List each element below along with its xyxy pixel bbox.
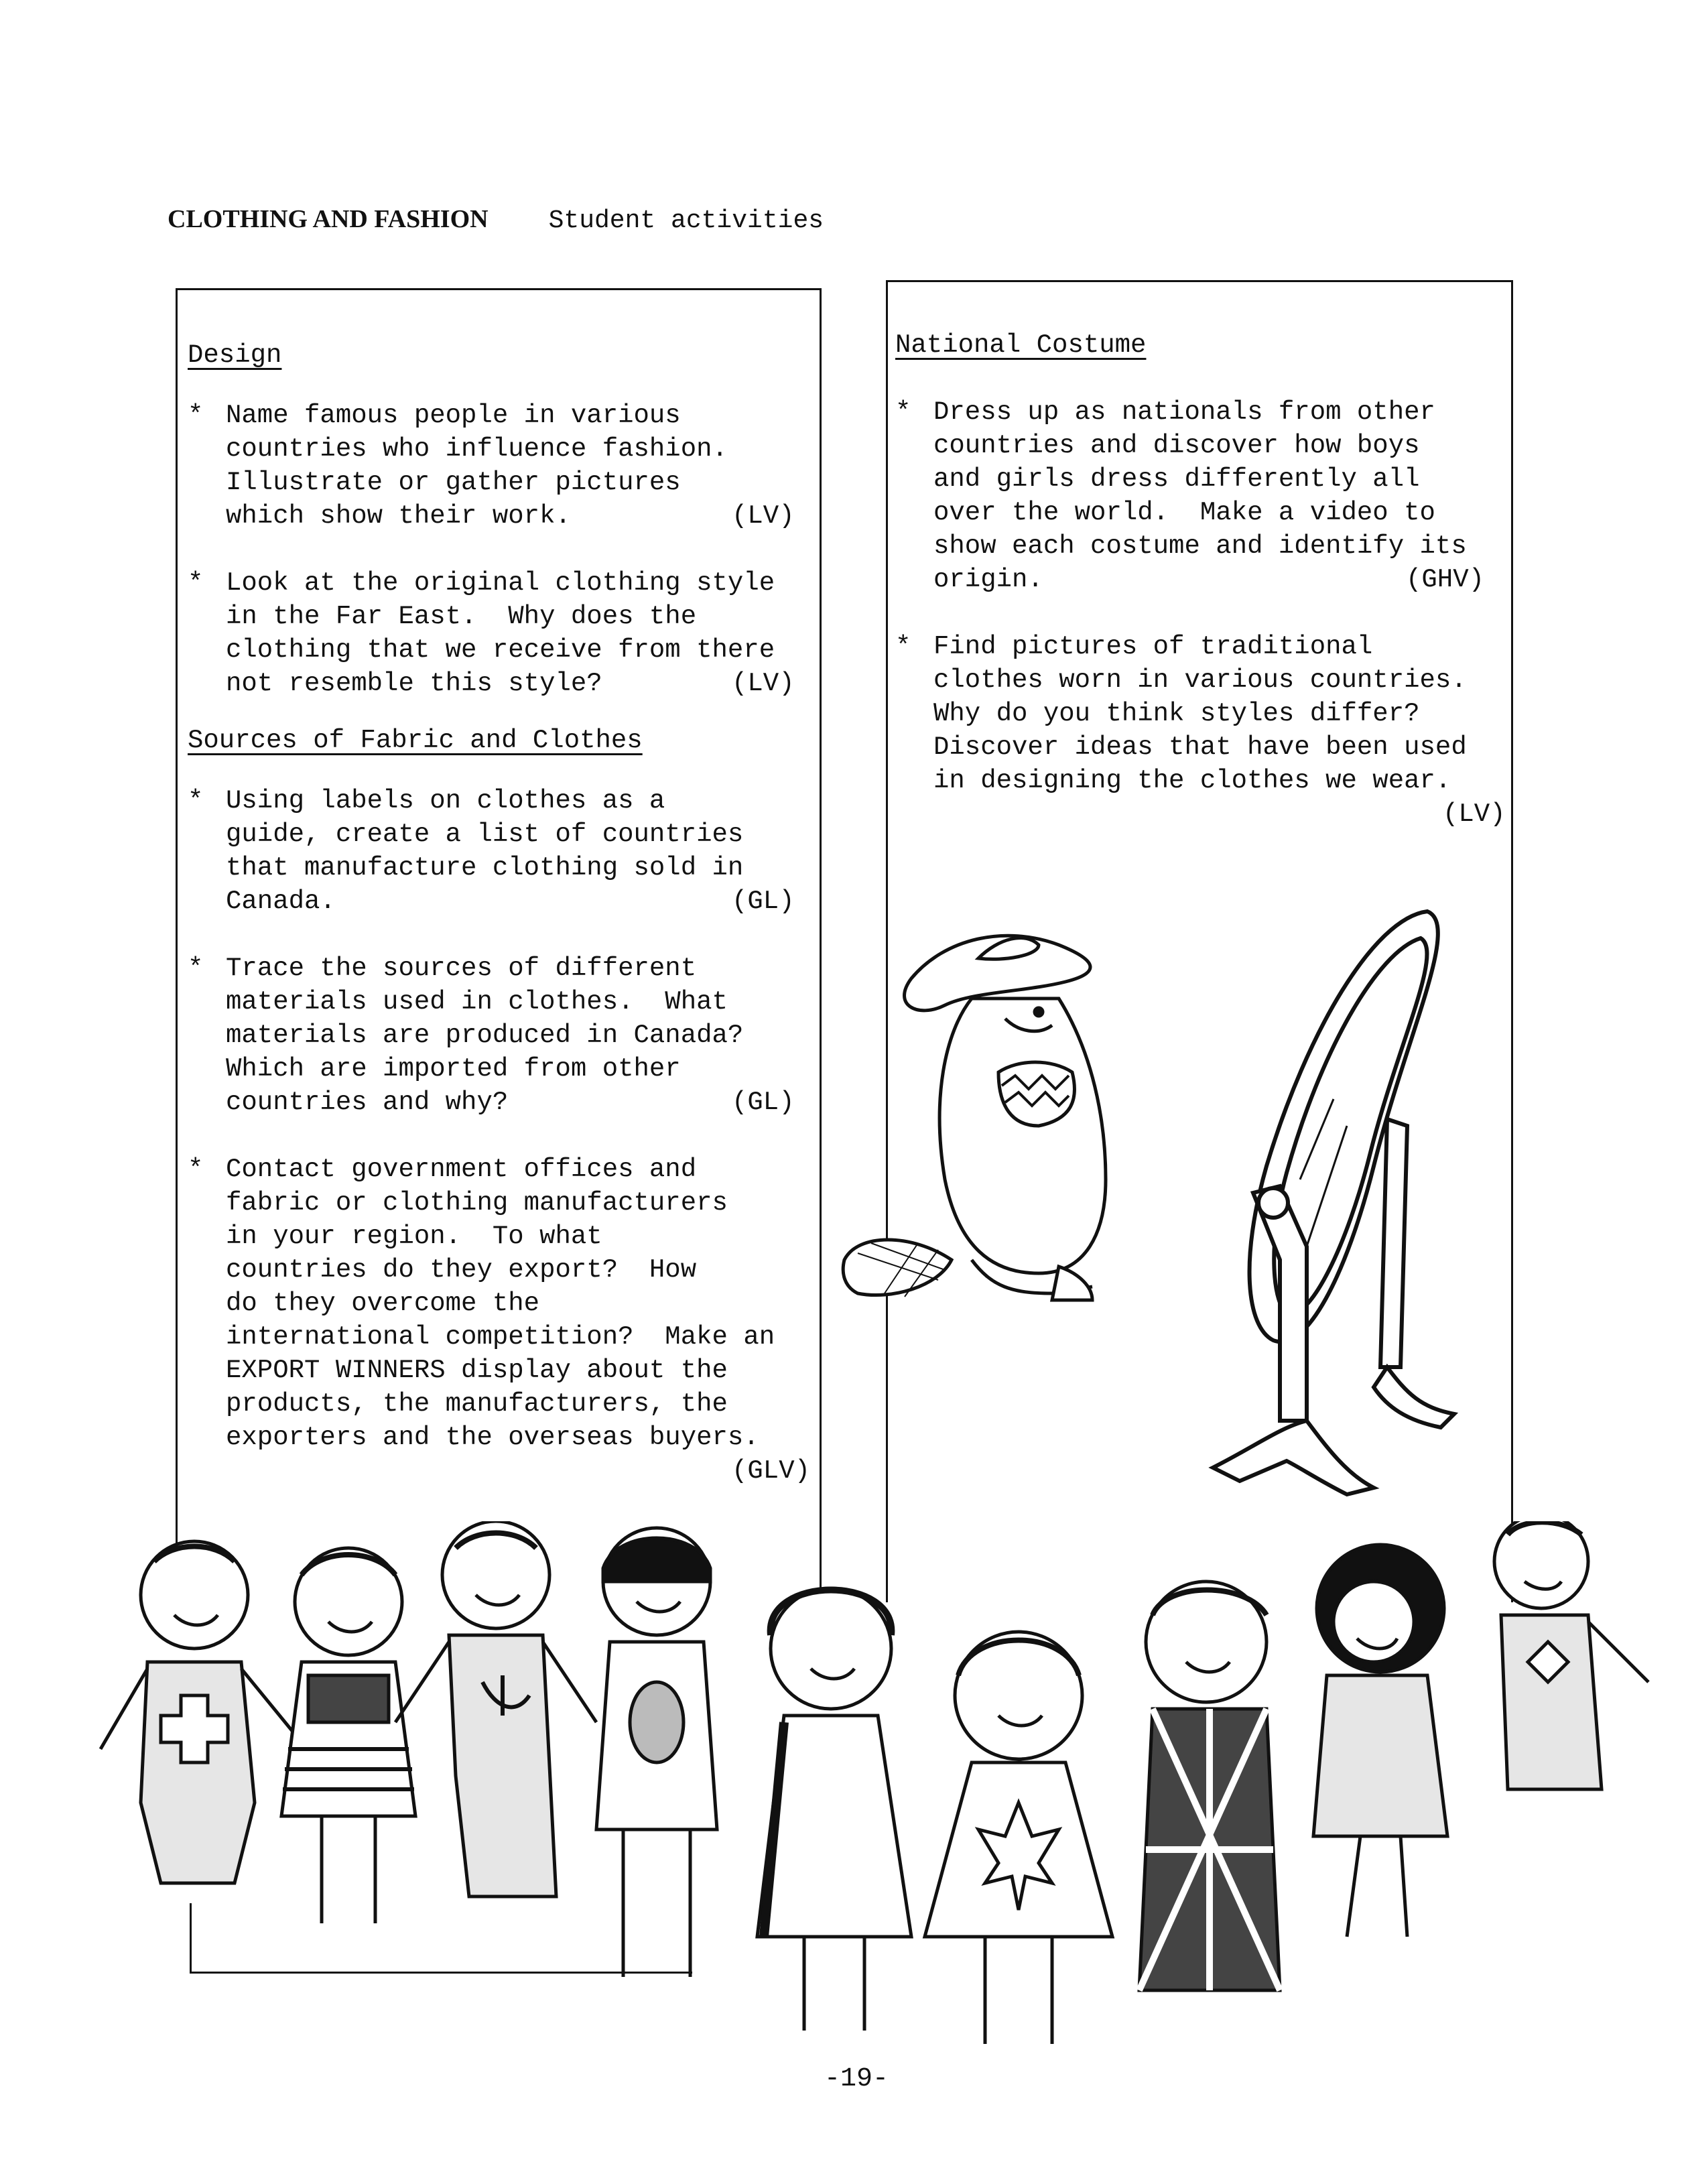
mirror (1213, 911, 1454, 1494)
design-title: Design (188, 340, 282, 370)
skill-code: (GL) (732, 887, 795, 916)
item-line-text: which show their work. (226, 501, 571, 531)
beaver (843, 936, 1106, 1300)
skill-code: (GHV) (1406, 565, 1485, 594)
bullet-star: * (188, 1155, 204, 1184)
right-column (895, 328, 1518, 831)
children-illustration (67, 1521, 1675, 2077)
item-line: clothes worn in various countries. (933, 665, 1467, 695)
item-line: Name famous people in various (226, 401, 681, 430)
item-line (226, 499, 831, 533)
skill-code: (GLV) (732, 1456, 811, 1486)
item-line-text: Canada. (226, 887, 336, 916)
sources-title: Sources of Fabric and Clothes (188, 726, 643, 755)
costume-item-2 (895, 630, 1518, 831)
child-canada (925, 1632, 1112, 2044)
item-line: and girls dress differently all (933, 464, 1420, 494)
item-line (226, 1454, 831, 1488)
child-dress (757, 1588, 911, 2031)
skill-code: (LV) (732, 669, 795, 698)
item-line: Illustrate or gather pictures (226, 468, 681, 497)
item-line-text: countries and why? (226, 1088, 509, 1117)
item-line: countries and discover how boys (933, 431, 1420, 460)
item-line: that manufacture clothing sold in (226, 853, 744, 883)
item-line-text: not resemble this style? (226, 669, 602, 698)
child-ussr (395, 1521, 596, 1897)
national-costume-title: National Costume (895, 330, 1147, 360)
item-line: in your region. To what (226, 1222, 602, 1251)
sources-item-1 (188, 784, 831, 918)
child-afro (1313, 1545, 1447, 1937)
bullet-star: * (188, 401, 204, 430)
sources-item-3 (188, 1153, 831, 1488)
beaver-mirror-illustration (838, 898, 1535, 1515)
costume-item-1 (895, 395, 1518, 596)
item-line: Find pictures of traditional (933, 632, 1373, 661)
item-line: Why do you think styles differ? (933, 699, 1420, 728)
child-brazil (1494, 1521, 1648, 1789)
item-line: Discover ideas that have been used (933, 732, 1467, 762)
item-line: countries do they export? How (226, 1255, 697, 1285)
design-item-1 (188, 399, 831, 533)
item-line: Trace the sources of different (226, 954, 697, 983)
bullet-star: * (895, 632, 911, 661)
bullet-star: * (895, 397, 911, 427)
child-uk (1139, 1582, 1280, 1990)
child-swiss (101, 1541, 302, 1883)
child-usa (281, 1548, 415, 1923)
item-line: do they overcome the (226, 1289, 540, 1318)
item-line: in designing the clothes we wear. (933, 766, 1451, 795)
item-line: exporters and the overseas buyers. (226, 1423, 759, 1452)
sources-item-2 (188, 952, 831, 1119)
bullet-star: * (188, 568, 204, 598)
item-line (933, 563, 1518, 596)
item-line (226, 885, 831, 918)
bullet-star: * (188, 954, 204, 983)
page-number: -19- (824, 2064, 889, 2094)
skill-code: (LV) (732, 501, 795, 531)
item-line (933, 797, 1518, 831)
skill-code: (LV) (1443, 799, 1506, 829)
page-heading (168, 204, 824, 235)
item-line: Using labels on clothes as a (226, 786, 665, 816)
skill-code: (GL) (732, 1088, 795, 1117)
left-column (188, 338, 831, 1488)
item-line: Contact government offices and (226, 1155, 697, 1184)
item-line: products, the manufacturers, the (226, 1389, 728, 1419)
item-line-text: origin. (933, 565, 1043, 594)
item-line: international competition? Make an (226, 1322, 775, 1352)
item-line: clothing that we receive from there (226, 635, 775, 665)
item-line: guide, create a list of countries (226, 820, 744, 849)
item-line: over the world. Make a video to (933, 498, 1435, 527)
child-japan (596, 1528, 717, 1977)
section-title: CLOTHING AND FASHION (168, 205, 489, 233)
item-line: in the Far East. Why does the (226, 602, 697, 631)
item-line: EXPORT WINNERS display about the (226, 1356, 728, 1385)
bullet-star: * (188, 786, 204, 816)
item-line: countries who influence fashion. (226, 434, 728, 464)
item-line: materials are produced in Canada? (226, 1021, 744, 1050)
item-line: Which are imported from other (226, 1054, 681, 1084)
item-line: show each costume and identify its (933, 531, 1467, 561)
item-line (226, 1086, 831, 1119)
item-line: materials used in clothes. What (226, 987, 728, 1017)
section-subtitle: Student activities (548, 206, 824, 235)
item-line (226, 667, 831, 700)
item-line: Dress up as nationals from other (933, 397, 1435, 427)
item-line: fabric or clothing manufacturers (226, 1188, 728, 1218)
design-item-2 (188, 566, 831, 700)
item-line: Look at the original clothing style (226, 568, 775, 598)
